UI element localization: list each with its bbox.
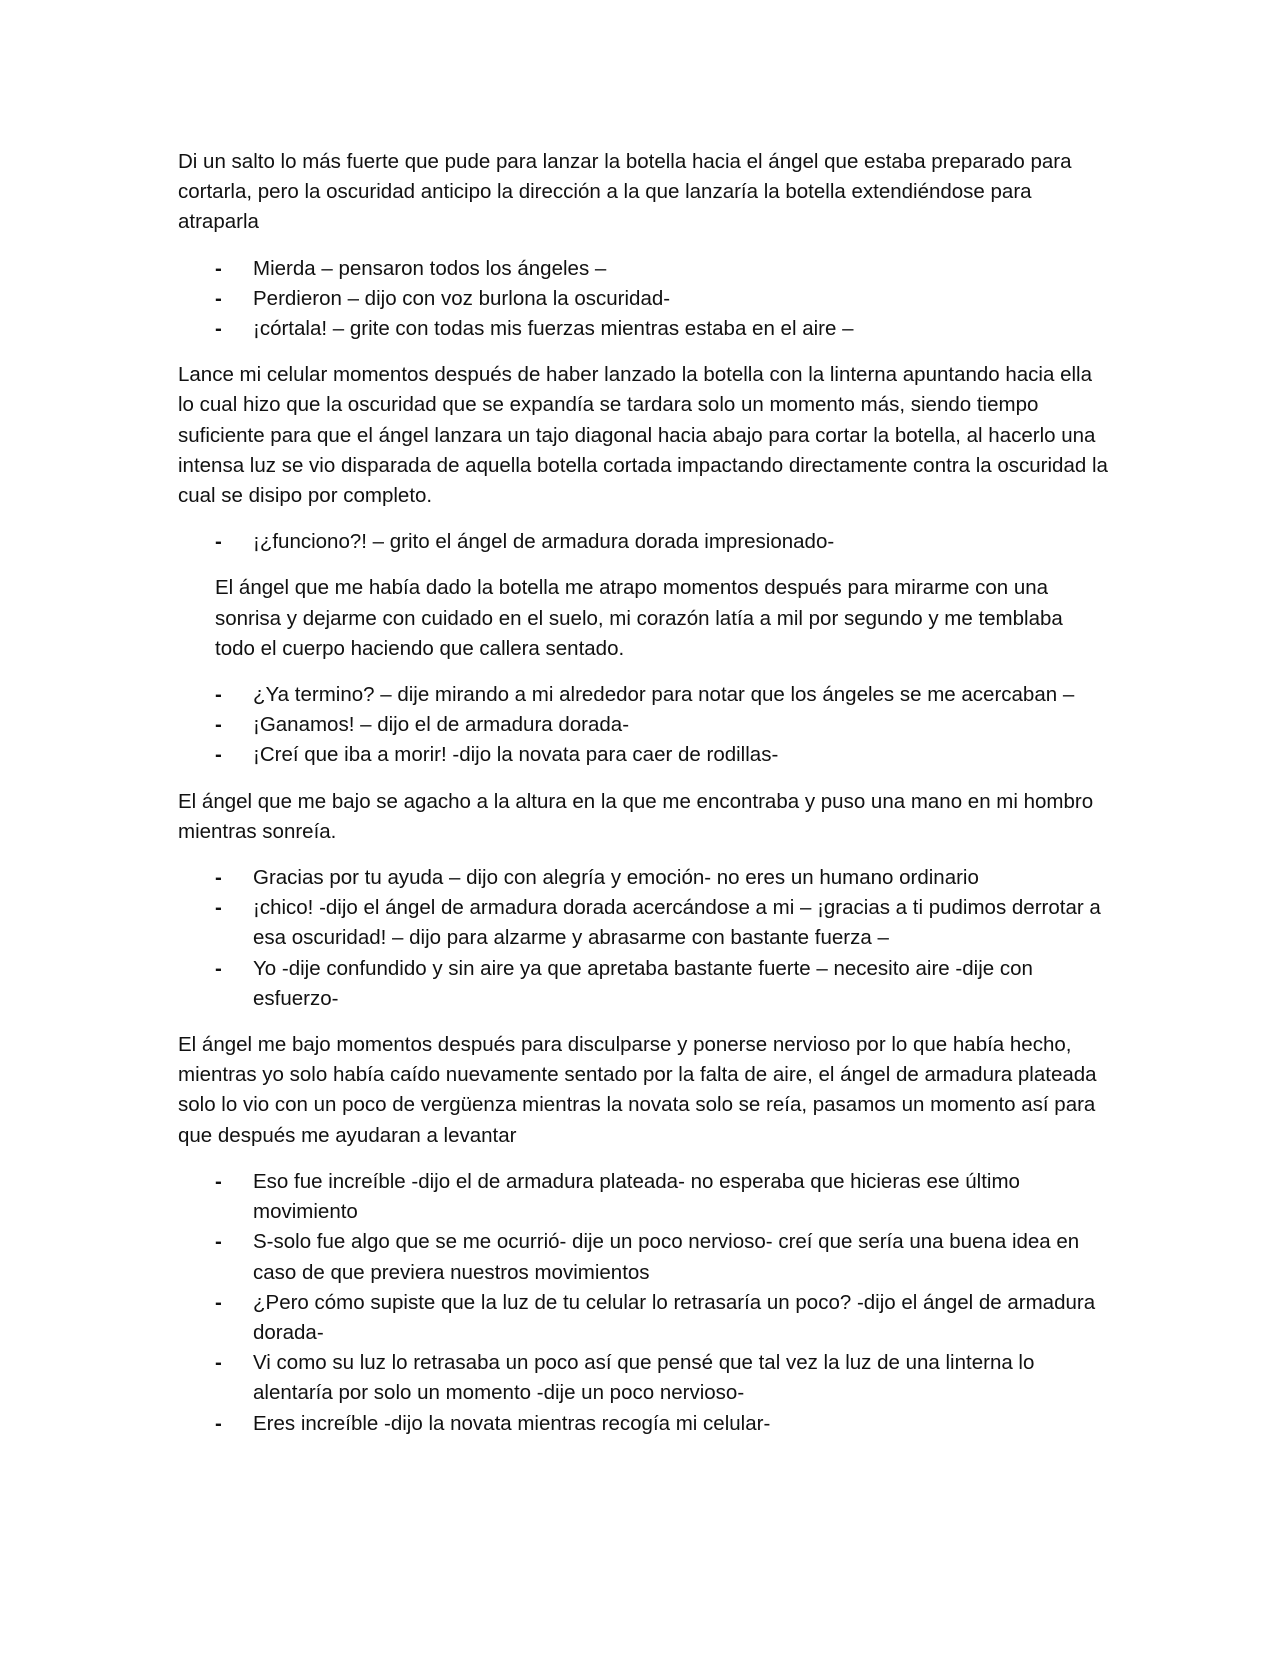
bullet-dash: - [215, 1411, 222, 1435]
bullet-dash: - [215, 743, 222, 767]
dialogue-item [178, 1167, 1108, 1227]
paragraph: Di un salto lo más fuerte que pude para lanzar la botella hacia el ángel que estaba preparado para cortarla, pero la oscuridad anticipo la dirección a la que lanzaría la botella extendiéndose para atraparla [178, 150, 1072, 234]
dialogue-text: ¡Ganamos! – dijo el de armadura dorada- [253, 713, 630, 737]
dialogue-item [178, 680, 1108, 710]
dialogue-text: ¿Pero cómo supiste que la luz de tu celular lo retrasaría un poco? -dijo el ángel de armadura dorada- [253, 1290, 1096, 1344]
dialogue-item [178, 710, 1108, 740]
bullet-dash: - [215, 317, 222, 341]
bullet-dash: - [215, 866, 222, 890]
bullet-dash: - [215, 1290, 222, 1314]
bullet-dash: - [215, 683, 222, 707]
bullet-dash: - [215, 956, 222, 980]
dialogue-text: ¡córtala! – grite con todas mis fuerzas mientras estaba en el aire – [253, 317, 854, 341]
paragraph: El ángel me bajo momentos después para disculparse y ponerse nervioso por lo que había hecho, mientras yo solo había caído nuevamente sentado por la falta de aire, el ángel de armadura plateada solo lo vio con un poco de vergüenza mientras la novata solo se reía, pasamos un momento así para que después me ayudaran a levantar [178, 1033, 1097, 1147]
dialogue-text: ¿Ya termino? – dije mirando a mi alrededor para notar que los ángeles se me acercaban – [253, 683, 1075, 707]
paragraph: Lance mi celular momentos después de haber lanzado la botella con la linterna apuntando hacia ella lo cual hizo que la oscuridad que se expandía se tardara solo un momento más, siendo tiempo suficiente para que el ángel lanzara un tajo diagonal hacia abajo para cortar la botella, al hacerlo una intensa luz se vio disparada de aquella botella cortada impactando directamente contra la oscuridad la cual se disipo por completo. [178, 363, 1108, 508]
dialogue-text: Yo -dije confundido y sin aire ya que apretaba bastante fuerte – necesito aire -dije con esfuerzo- [253, 956, 1033, 1010]
dialogue-text: Mierda – pensaron todos los ángeles – [253, 256, 607, 280]
bullet-dash: - [215, 713, 222, 737]
indented-paragraph: El ángel que me había dado la botella me atrapo momentos después para mirarme con una sonrisa y dejarme con cuidado en el suelo, mi corazón latía a mil por segundo y me temblaba todo el cuerpo haciendo que callera sentado. [215, 576, 1063, 660]
dialogue-text: ¡chico! -dijo el ángel de armadura dorada acercándose a mi – ¡gracias a ti pudimos derrotar a esa oscuridad! – dijo para alzarme y abrasarme con bastante fuerza – [253, 896, 1101, 950]
dialogue-text: Vi como su luz lo retrasaba un poco así que pensé que tal vez la luz de una linterna lo alentaría por solo un momento -dije un poco nervioso- [253, 1351, 1035, 1405]
paragraph: El ángel que me bajo se agacho a la altura en la que me encontraba y puso una mano en mi hombro mientras sonreía. [178, 789, 1094, 843]
dialogue-item [178, 1348, 1108, 1408]
bullet-dash: - [215, 286, 222, 310]
dialogue-list [178, 863, 1108, 1014]
dialogue-list [178, 680, 1108, 771]
dialogue-item [178, 1227, 1108, 1287]
bullet-dash: - [215, 256, 222, 280]
dialogue-item [178, 893, 1108, 953]
dialogue-text: ¡Creí que iba a morir! -dijo la novata para caer de rodillas- [253, 743, 779, 767]
dialogue-text: Eres increíble -dijo la novata mientras recogía mi celular- [253, 1411, 771, 1435]
bullet-dash: - [215, 1351, 222, 1375]
dialogue-item [178, 1409, 1108, 1439]
dialogue-text: ¡¿funciono?! – grito el ángel de armadura dorada impresionado- [253, 530, 835, 554]
dialogue-text: Perdieron – dijo con voz burlona la oscuridad- [253, 286, 671, 310]
dialogue-item [178, 1288, 1108, 1348]
dialogue-list [178, 527, 1108, 557]
dialogue-item [178, 740, 1108, 770]
bullet-dash: - [215, 530, 222, 554]
bullet-dash: - [215, 896, 222, 920]
dialogue-text: Eso fue increíble -dijo el de armadura plateada- no esperaba que hicieras ese último movimiento [253, 1169, 1020, 1224]
dialogue-list [178, 254, 1108, 345]
dialogue-text: S-solo fue algo que se me ocurrió- dije un poco nervioso- creí que sería una buena idea en caso de que previera nuestros movimientos [253, 1230, 1080, 1284]
dialogue-text: Gracias por tu ayuda – dijo con alegría y emoción- no eres un humano ordinario [253, 866, 979, 890]
bullet-dash: - [215, 1230, 222, 1254]
dialogue-list [178, 1167, 1108, 1439]
dialogue-item [178, 284, 1108, 314]
document-body [178, 147, 1108, 1455]
dialogue-item [178, 863, 1108, 893]
dialogue-item [178, 954, 1108, 1014]
dialogue-item [178, 527, 1108, 557]
dialogue-item [178, 254, 1108, 284]
dialogue-item [178, 314, 1108, 344]
bullet-dash: - [215, 1169, 222, 1193]
